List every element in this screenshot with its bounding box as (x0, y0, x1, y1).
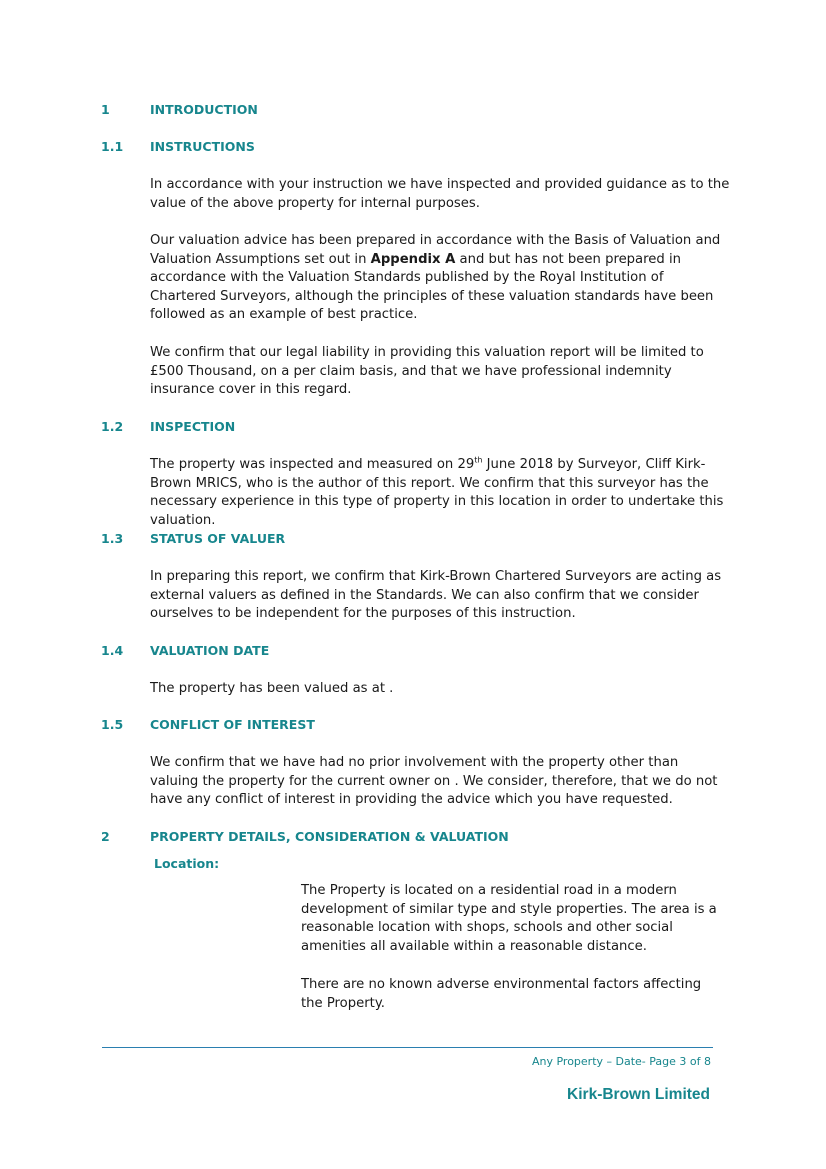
conflict-of-interest-paragraph: We confirm that we have had no prior involvement with the property other than valuing the property for the current owner on . We consider, therefore, that we do not have any conflict of interest in providing the advice which you have requested. (150, 755, 718, 808)
inspection-text: The property was inspected and measured on 29 (150, 457, 475, 472)
inspection-text-continued: June 2018 by Surveyor, Cliff Kirk-Brown MRICS, who is the author of this report. We confirm that this surveyor has the necessary experience in this type of property in this location in order to undertake this valuation. (150, 457, 724, 528)
status-of-valuer-paragraph: In preparing this report, we confirm that Kirk-Brown Chartered Surveyors are acting as external valuers as defined in the Standards. We can also confirm that we consider ourselves to be independent for the purposes of this instruction. (150, 569, 722, 622)
section-title: STATUS OF VALUER (150, 531, 286, 546)
footer-page-info: Any Property – Date- Page 3 of 8 (531, 1055, 711, 1068)
section-title: INTRODUCTION (150, 102, 258, 117)
footer-company-name: Kirk-Brown Limited (567, 1086, 710, 1103)
section-number: 1.2 (101, 419, 124, 434)
section-title: CONFLICT OF INTEREST (150, 717, 315, 732)
section-number: 1.5 (101, 717, 124, 732)
section-number: 1.3 (101, 531, 124, 546)
instructions-paragraph-2 (150, 232, 730, 325)
instructions-paragraph-3: We confirm that our legal liability in providing this valuation report will be limited to £500 Thousand, on a per claim basis, and that we have professional indemnity insurance cover in this regard. (150, 345, 704, 398)
location-paragraph-1: The Property is located on a residential road in a modern development of similar type and style properties. The area is a reasonable location with shops, schools and other social amenities all available within a reasonable distance. (301, 883, 717, 954)
footer-divider (102, 1047, 713, 1048)
location-paragraph-2: There are no known adverse environmental factors affecting the Property. (301, 977, 702, 1011)
instructions-paragraph-1: In accordance with your instruction we have inspected and provided guidance as to the value of the above property for internal purposes. (150, 177, 730, 211)
section-title: VALUATION DATE (150, 643, 270, 658)
section-title: INSPECTION (150, 419, 236, 434)
location-label: Location: (154, 856, 220, 871)
valuation-date-paragraph: The property has been valued as at . (150, 681, 394, 696)
ordinal-suffix: th (474, 455, 483, 465)
section-title: PROPERTY DETAILS, CONSIDERATION & VALUATION (150, 829, 509, 844)
appendix-reference: Appendix A (370, 251, 456, 267)
section-number: 2 (101, 829, 110, 844)
section-title: INSTRUCTIONS (150, 139, 255, 154)
instructions-paragraph-2-text-continued: and but has not been prepared in accordance with the Valuation Standards published by the Royal Institution of Chartered Surveyors, although the principles of these valuation standards have been followed as an example of best practice. (150, 251, 714, 323)
section-number: 1.1 (101, 139, 124, 154)
section-number: 1 (101, 102, 110, 117)
section-number: 1.4 (101, 643, 124, 658)
instructions-paragraph-2-text: Our valuation advice has been prepared in accordance with the Basis of Valuation and Valuation Assumptions set out in (150, 233, 721, 267)
inspection-paragraph (150, 456, 730, 530)
